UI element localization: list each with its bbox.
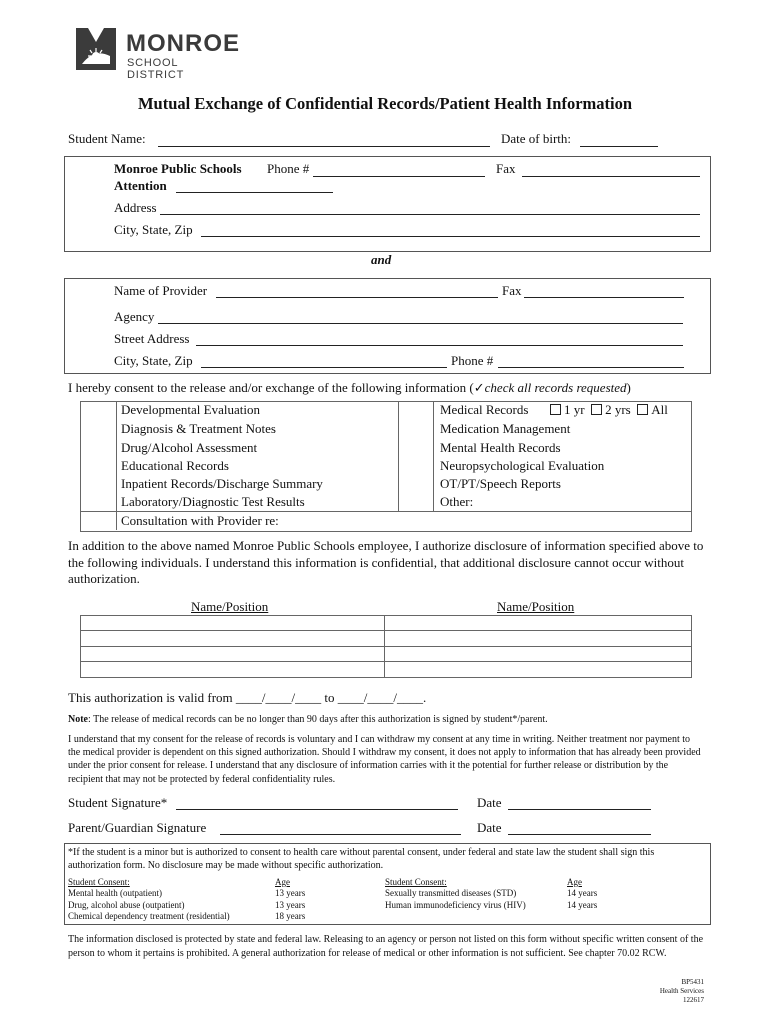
attention-field[interactable] (176, 192, 333, 193)
checkbox-1yr[interactable] (550, 404, 561, 415)
district-logo (74, 26, 240, 81)
consent-close: ) (626, 380, 631, 395)
right-consent-age: 14 years (567, 899, 598, 910)
student-name-field[interactable] (158, 146, 490, 147)
option-all: All (651, 402, 668, 417)
record-option-left[interactable]: Educational Records (121, 458, 229, 473)
checkbox-all[interactable] (637, 404, 648, 415)
provider-phone-label: Phone # (451, 353, 494, 368)
note-label: Note (68, 714, 88, 725)
provider-city-label: City, State, Zip (114, 353, 193, 368)
note-line (68, 714, 548, 725)
left-consent-age: 18 years (275, 911, 306, 921)
note-text: : The release of medical records can be no longer than 90 days after this authorization is signed by student*/parent. (88, 714, 548, 725)
parent-date-field[interactable] (508, 834, 651, 835)
student-date-label: Date (477, 795, 502, 810)
agency-label: Agency (114, 309, 155, 324)
record-option-left[interactable]: Laboratory/Diagnostic Test Results (121, 494, 305, 509)
provider-name-label: Name of Provider (114, 283, 208, 298)
right-consent-header: Student Consent: (385, 877, 447, 887)
left-consent-item: Chemical dependency treatment (residential) (68, 911, 230, 921)
school-fax-field[interactable] (522, 176, 700, 177)
minor-consent-text: *If the student is a minor but is authorized to consent to health care without parental consent, under federal and state law the student shall sign this authorization form. No disclosure may be made without specific authorization. (68, 847, 655, 871)
left-consent-item: Mental health (outpatient) (68, 888, 162, 898)
right-consent-age: 14 years (567, 888, 598, 898)
provider-name-field[interactable] (216, 297, 498, 298)
dob-field[interactable] (580, 146, 658, 147)
record-option-right[interactable]: Mental Health Records (440, 440, 561, 455)
records-bottom-rule (80, 511, 691, 512)
record-option-right[interactable]: Medical Records (440, 402, 529, 417)
student-signature-field[interactable] (176, 809, 458, 810)
attention-label: Attention (114, 178, 167, 193)
form-code (660, 978, 704, 1005)
consent-statement (68, 380, 631, 396)
checkbox-2yrs[interactable] (591, 404, 602, 415)
medical-records-options (550, 402, 668, 418)
consent-italic: check all records requested (484, 380, 627, 395)
form-code-date: 122617 (683, 996, 704, 1004)
option-1yr: 1 yr (564, 402, 585, 417)
school-phone-field[interactable] (313, 176, 485, 177)
validity-statement: This authorization is valid from ____/____/____ to ____/____/____. (68, 690, 427, 705)
monroe-logo-icon (74, 26, 118, 72)
and-label: and (371, 252, 392, 267)
school-address-field[interactable] (160, 214, 700, 215)
student-name-label: Student Name: (68, 131, 146, 146)
check-icon: ✓ (473, 380, 485, 395)
left-consent-age: 13 years (275, 888, 306, 898)
page-title: Mutual Exchange of Confidential Records/Patient Health Information (137, 94, 633, 113)
street-address-label: Street Address (114, 331, 190, 346)
school-address-label: Address (114, 200, 157, 215)
provider-fax-field[interactable] (524, 297, 684, 298)
provider-phone-field[interactable] (498, 367, 684, 368)
name-position-row-1[interactable] (80, 630, 691, 631)
name-position-header-left: Name/Position (191, 599, 269, 614)
record-option-left[interactable]: Drug/Alcohol Assessment (121, 440, 258, 455)
left-consent-age: 13 years (275, 899, 306, 910)
student-date-field[interactable] (508, 809, 651, 810)
school-fax-label: Fax (496, 161, 516, 176)
form-code-number: BP5431 (681, 978, 704, 986)
record-option-right[interactable]: Medication Management (440, 421, 571, 436)
right-age-header: Age (567, 877, 582, 887)
street-address-field[interactable] (196, 345, 683, 346)
logo-subtitle: SCHOOL DISTRICT (127, 57, 185, 81)
name-position-row-3[interactable] (80, 661, 691, 662)
footer-paragraph: The information disclosed is protected by state and federal law. Releasing to an agency or person not listed on this form without specific written consent of the person to whom it pertains is prohibited. A general authorization for release of medical or other information is not sufficient. See chapter 70.02 RCW. (68, 934, 704, 959)
record-option-right[interactable]: Other: (440, 494, 474, 509)
school-city-label: City, State, Zip (114, 222, 193, 237)
left-age-header: Age (275, 877, 290, 887)
record-option-right[interactable]: OT/PT/Speech Reports (440, 476, 561, 491)
option-2yrs: 2 yrs (605, 402, 631, 417)
understand-paragraph: I understand that my consent for the release of records is voluntary and I can withdraw my consent at any time in writing. Neither treatment nor payment to the medical provider is dependent on this signed authorization. Should I withdraw my consent, it does not apply to information that has already been provided under the prior consent for release. I understand that any disclosure of information carries with it the potential for further release or distribution by the recipient that may not be protected by federal confidentiality rules. (68, 734, 701, 785)
name-position-row-2[interactable] (80, 646, 691, 647)
agency-field[interactable] (158, 323, 683, 324)
logo-name: MONROE (126, 30, 240, 57)
record-option-left[interactable]: Diagnosis & Treatment Notes (121, 421, 276, 436)
right-consent-item: Human immunodeficiency virus (HIV) (385, 899, 526, 910)
school-phone-label: Phone # (267, 161, 310, 176)
student-signature-label: Student Signature* (68, 795, 168, 810)
record-option-right[interactable]: Neuropsychological Evaluation (440, 458, 605, 473)
left-consent-header: Student Consent: (68, 877, 130, 887)
form-code-dept: Health Services (659, 987, 704, 995)
left-consent-item: Drug, alcohol abuse (outpatient) (68, 899, 185, 910)
school-org-name: Monroe Public Schools (114, 161, 242, 176)
provider-city-field[interactable] (201, 367, 447, 368)
parent-date-label: Date (477, 820, 502, 835)
parent-signature-field[interactable] (220, 834, 461, 835)
name-position-header-right: Name/Position (497, 599, 575, 614)
dob-label: Date of birth: (501, 131, 572, 146)
provider-fax-label: Fax (502, 283, 522, 298)
record-option-left[interactable]: Inpatient Records/Discharge Summary (121, 476, 323, 491)
record-option-left[interactable]: Consultation with Provider re: (121, 513, 279, 528)
record-option-left[interactable]: Developmental Evaluation (121, 402, 260, 417)
right-check-column (399, 401, 434, 512)
authorize-paragraph: In addition to the above named Monroe Public Schools employee, I authorize disclosure of information specified above to the following individuals. I understand this information is confidential, that additional disclosure cannot occur without authorization. (68, 538, 704, 586)
school-city-field[interactable] (201, 236, 700, 237)
consent-text: I hereby consent to the release and/or exchange of the following information ( (68, 380, 474, 395)
parent-signature-label: Parent/Guardian Signature (68, 820, 207, 835)
right-consent-item: Sexually transmitted diseases (STD) (385, 888, 517, 898)
